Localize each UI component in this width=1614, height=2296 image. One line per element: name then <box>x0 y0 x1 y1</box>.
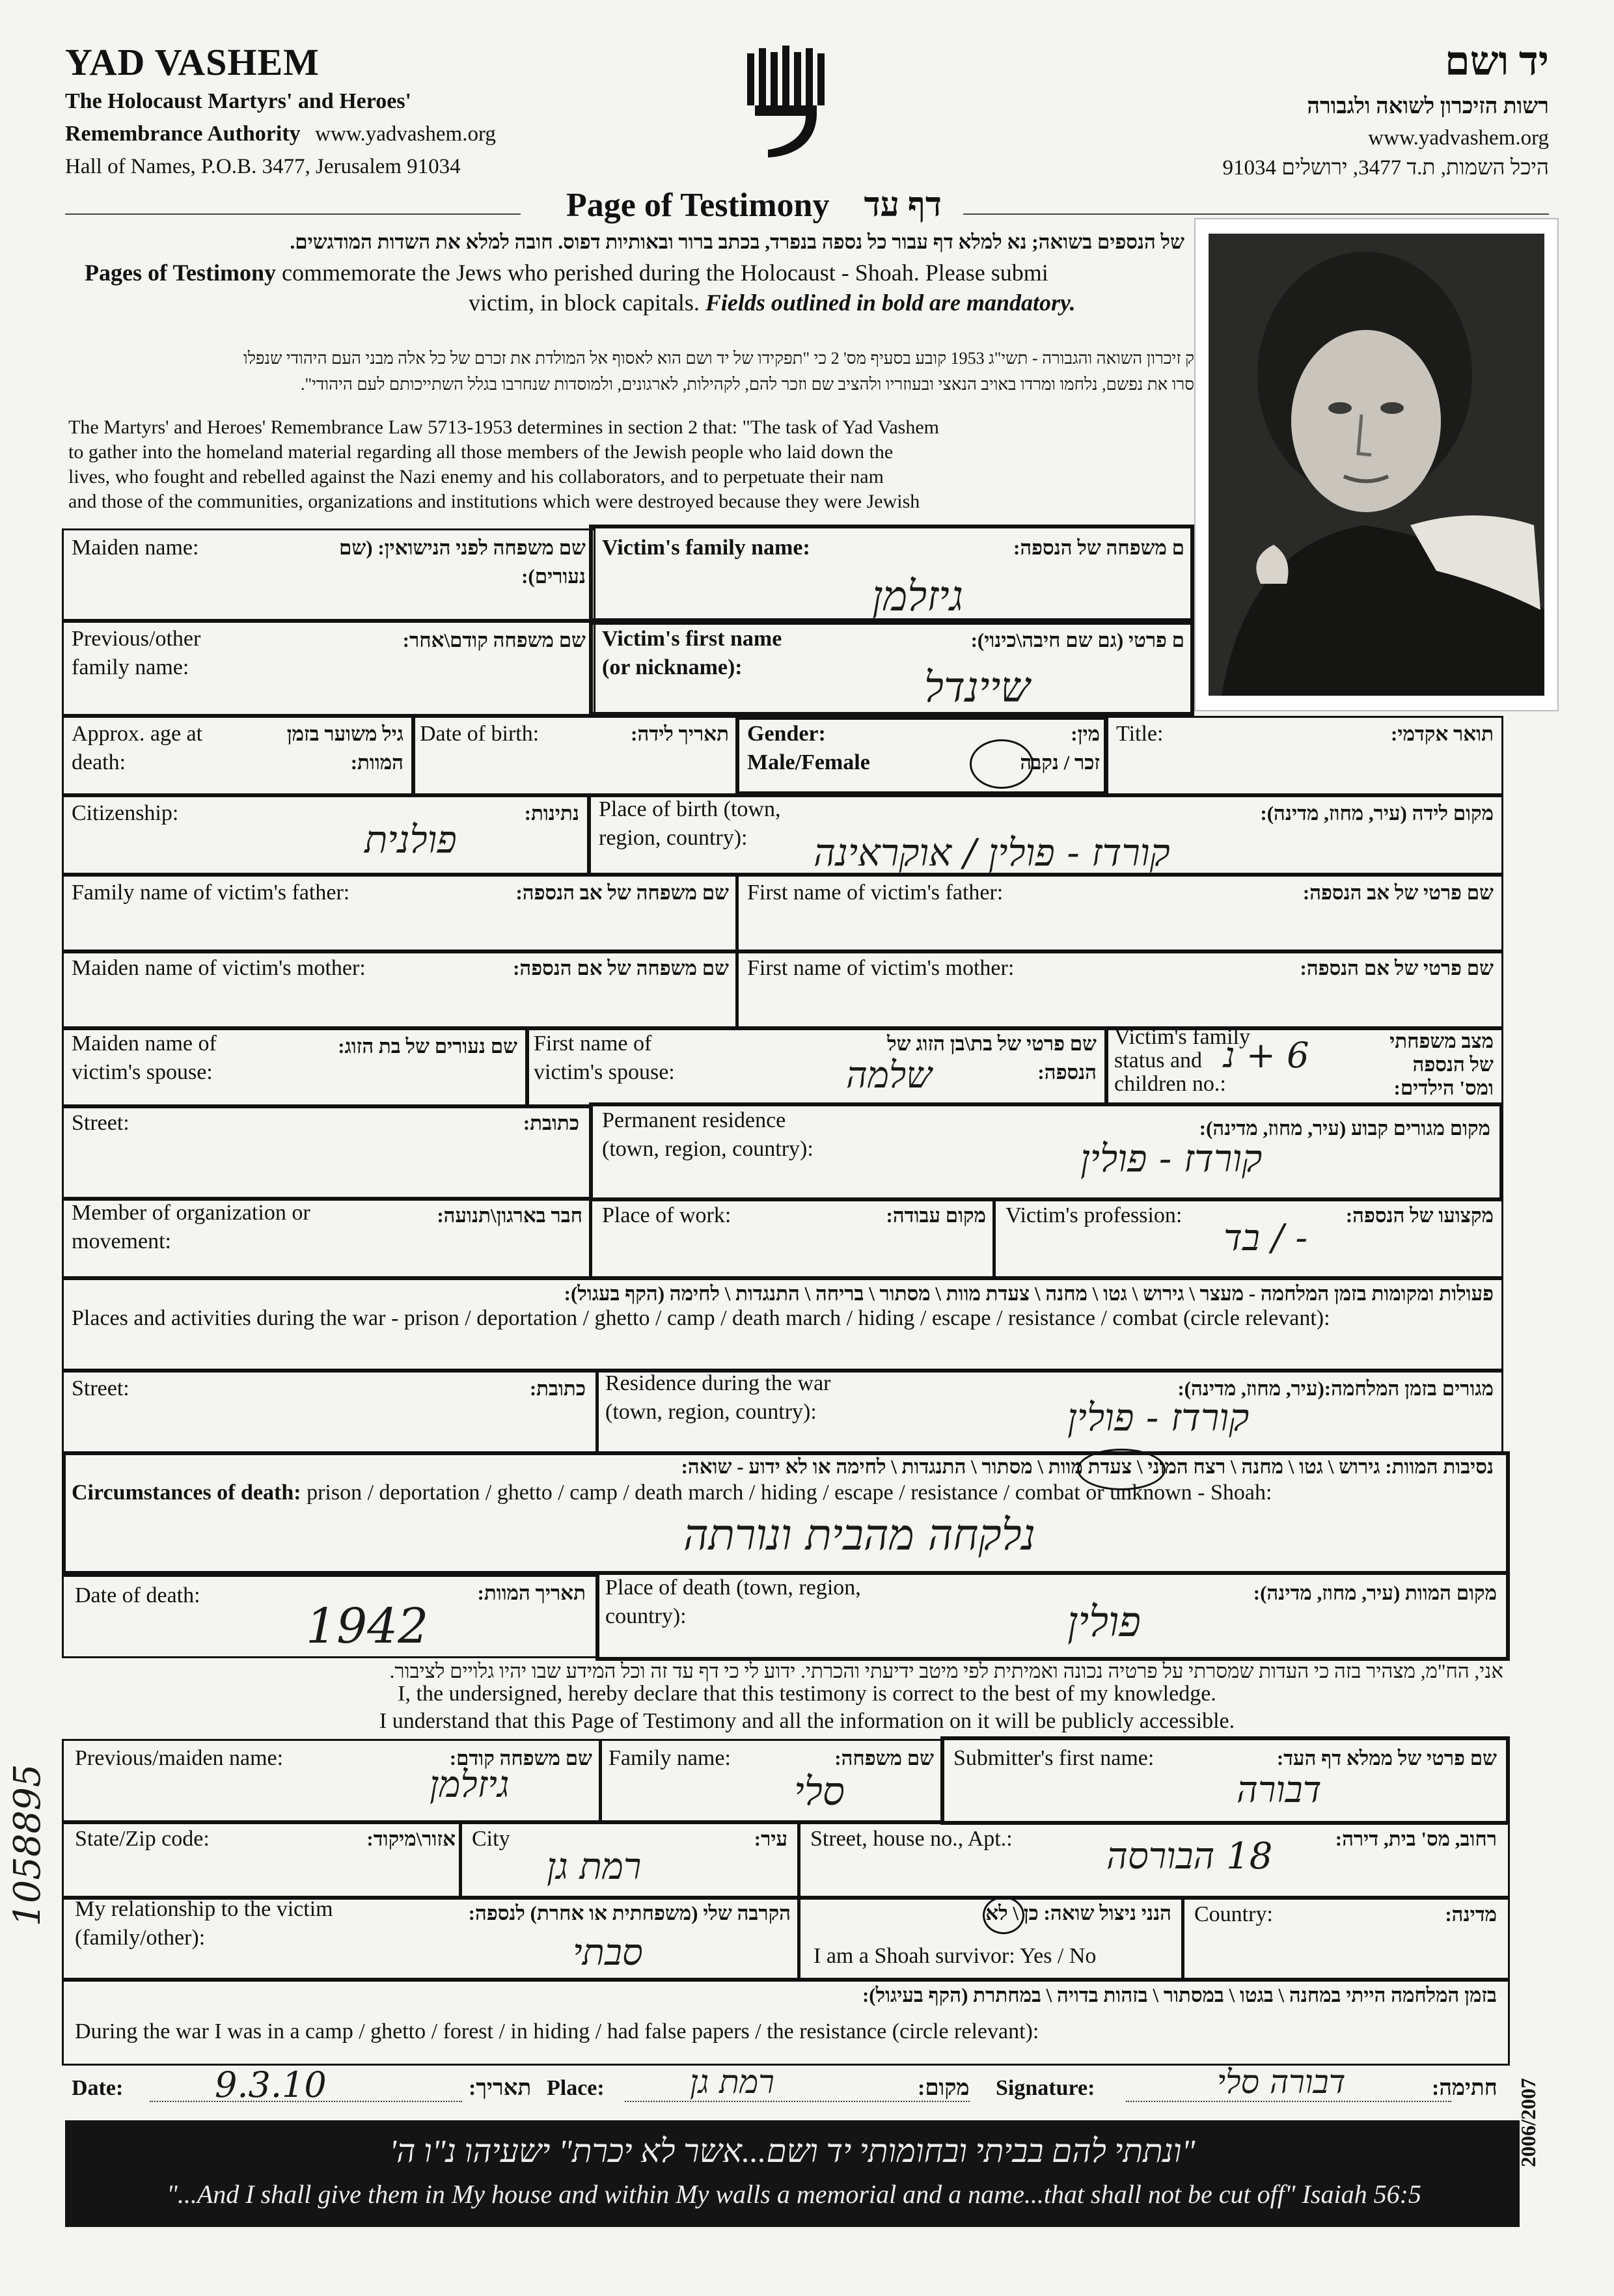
death-date-value: 1942 <box>306 1598 429 1654</box>
website-en: www.yadvashem.org <box>315 122 496 146</box>
submitter-first-label: Submitter's first name: <box>953 1746 1155 1770</box>
death-place-l1: Place of death (town, region, <box>605 1576 861 1600</box>
family-status-l3: children no.: <box>1114 1072 1226 1096</box>
title-label: Title: <box>1116 722 1164 746</box>
law-en-1: The Martyrs' and Heroes' Remembrance Law 5713-1953 determines in section 2 that: "The task of Yad Vashem <box>68 417 940 438</box>
spouse-first-l1: First name of <box>534 1032 652 1056</box>
submitter-prev-he: שם משפחה קודם: <box>449 1747 592 1770</box>
father-family-label: Family name of victim's father: <box>72 881 350 905</box>
first-name-l2: (or nickname): <box>602 655 743 679</box>
citizenship-value: פולנית <box>364 817 457 862</box>
relationship-label <box>75 1895 333 1952</box>
birthplace-value: קורדז - פולין / אוקראינה <box>814 830 1170 875</box>
footer-quote-he: "ונתתי להם בביתי ובחומותי יד ושם...אשר לא יכרת" ישעיהו נ"ו ה' <box>389 2133 1196 2169</box>
circumstances-value: נלקחה מהבית ונורתה <box>683 1510 1036 1560</box>
org-line-2-text: Remembrance Authority <box>65 122 301 146</box>
death-place-value: פולין <box>1067 1598 1141 1647</box>
age-he-1: גיל משוער בזמן <box>286 722 404 745</box>
birthplace-label <box>599 795 781 853</box>
family-status-l2: status and <box>1114 1048 1203 1073</box>
spouse-maiden-he: שם נעורים של בת הזוג: <box>338 1035 517 1058</box>
mass-murder-circle <box>1077 1449 1166 1490</box>
previous-name-l2: family name: <box>72 655 189 679</box>
family-status-value: 6 + נ <box>1224 1035 1309 1076</box>
org-line-he: רשות הזיכרון לשואה ולגבורה <box>1307 94 1549 118</box>
residence-l2: (town, region, country): <box>602 1137 814 1161</box>
dob-he: תאריך לידה: <box>631 722 729 745</box>
intro-en-1 <box>85 259 1197 286</box>
date-he: תאריך: <box>469 2076 532 2100</box>
spouse-maiden-l2: victim's spouse: <box>72 1060 213 1084</box>
citizenship-label: Citizenship: <box>72 801 179 825</box>
death-place-l2: country): <box>605 1604 687 1628</box>
sub-street-label: Street, house no., Apt.: <box>810 1827 1013 1851</box>
war-residence-he: מגורים בזמן המלחמה:(עיר, מחוז, מדינה): <box>1177 1377 1494 1400</box>
circumstances-he: נסיבות המוות: גירוש \ גטו \ מחנה \ רצח המוני \ צעדת מוות \ מסתור \ התנגדות \ לחימה או לא ידוע - שואה: <box>681 1455 1494 1478</box>
law-he-2: סרו את נפשם, נלחמו ומרדו באויב הנאצי ובעוזריו ולהציב שם וזכר להם, לקהילות, לארגונים, ולמוסדות שנחרבו בגלל השתייכותם לעם היהודי". <box>301 375 1194 394</box>
zip-label: State/Zip code: <box>75 1827 210 1851</box>
family-name-value: גיזלמן <box>872 573 963 621</box>
country-label: Country: <box>1194 1902 1273 1926</box>
spouse-first-label <box>534 1030 675 1087</box>
relationship-l1: My relationship to the victim <box>75 1897 333 1921</box>
address-en: Hall of Names, P.O.B. 3477, Jerusalem 91034 <box>65 155 461 178</box>
workplace-label: Place of work: <box>602 1203 732 1227</box>
death-date-he: תאריך המוות: <box>477 1581 586 1604</box>
organization-l1: Member of organization or <box>72 1201 310 1225</box>
first-name-label <box>602 625 782 682</box>
organization-he: חבר בארגון\תנועה: <box>437 1204 582 1227</box>
profession-he: מקצועו של הנספה: <box>1345 1204 1494 1227</box>
birthplace-l1: Place of birth (town, <box>599 797 781 821</box>
residence-he: מקום מגורים קבוע (עיר, מחוז, מדינה): <box>1199 1117 1490 1140</box>
war-residence-l1: Residence during the war <box>605 1371 831 1395</box>
spouse-maiden-l1: Maiden name of <box>72 1032 217 1056</box>
submitter-family-he: שם משפחה: <box>834 1747 934 1770</box>
gender-l1: Gender: <box>747 722 826 746</box>
org-line-2 <box>65 118 496 150</box>
spouse-first-he-2: הנספה: <box>1037 1061 1097 1084</box>
circumstances-rest: prison / deportation / ghetto / camp / death march / hiding / escape / resistance / combat or unknown - Shoah: <box>307 1481 1272 1505</box>
form-code: 2006/2007 <box>1516 2078 1540 2167</box>
during-war-en: During the war I was in a camp / ghetto / forest / in hiding / had false papers / the resistance (circle relevant): <box>75 2019 1039 2043</box>
father-first-label: First name of victim's father: <box>747 881 1004 905</box>
age-he-2: המוות: <box>350 751 404 774</box>
death-date-label: Date of death: <box>75 1583 200 1607</box>
death-place-he: מקום המוות (עיר, מחוז, מדינה): <box>1253 1581 1497 1604</box>
footer-banner <box>65 2120 1520 2227</box>
organization-l2: movement: <box>72 1229 171 1253</box>
maiden-name-label: Maiden name: <box>72 536 199 560</box>
declaration-he: אני, הח"מ, מצהיר בזה כי העדות שמסרתי על פרטיה נכונה ואמיתית לפי מיטב ידיעתי והכרתי. ידוע לי כי דף עד זה וכל המידע שבו יהיו גלויים לציבור. <box>389 1660 1503 1682</box>
street-he: כתובת: <box>523 1112 579 1134</box>
previous-name-label <box>72 625 200 682</box>
submitter-prev-value: גיזלמן <box>430 1764 510 1806</box>
death-place-label <box>605 1574 861 1631</box>
intro-bold: Pages of Testimony <box>85 260 277 286</box>
war-street-label: Street: <box>72 1376 130 1401</box>
intro-rest: commemorate the Jews who perished during the Holocaust - Shoah. Please submi <box>282 260 1048 286</box>
footer-quote-en: "...And I shall give them in My house and within My walls a memorial and a name...that shall not be cut off" Isaiah 56:5 <box>167 2180 1421 2209</box>
female-circle <box>970 739 1033 789</box>
date-value: 9.3.10 <box>215 2064 327 2105</box>
submitter-family-value: סלי <box>794 1769 845 1814</box>
circumstances-bold: Circumstances of death: <box>72 1481 301 1505</box>
portrait-image <box>1196 219 1557 710</box>
signature-he: חתימה: <box>1432 2076 1498 2100</box>
place-label: Place: <box>547 2076 605 2100</box>
declaration-en-2: I understand that this Page of Testimony and all the information on it will be publicly accessible. <box>379 1709 1235 1733</box>
war-residence-l2: (town, region, country): <box>605 1400 817 1424</box>
residence-label <box>602 1106 814 1164</box>
mother-maiden-he: שם משפחה של אם הנספה: <box>513 957 729 979</box>
margin-id-number: 1058895 <box>7 1764 49 1926</box>
declaration-en-1: I, the undersigned, hereby declare that this testimony is correct to the best of my knowledge. <box>398 1682 1216 1706</box>
relationship-l2: (family/other): <box>75 1926 206 1950</box>
spouse-maiden-label <box>72 1030 217 1087</box>
city-label: City <box>472 1827 510 1851</box>
place-value: רמת גן <box>690 2063 774 2101</box>
gender-he-2: זכר / נקבה <box>1020 751 1100 774</box>
street-label: Street: <box>72 1111 130 1135</box>
birthplace-l2: region, country): <box>599 826 748 850</box>
dob-label: Date of birth: <box>420 722 540 746</box>
gender-he-1: מין: <box>1071 722 1100 745</box>
law-he-1: ק זיכרון השואה והגבורה - תשי"ג 1953 קובע בסעיף מס' 2 כי "תפקידו של יד ושם הוא לאסוף אל המולדת את זכרם של כל אלה מבני העם היהודי שנפלו <box>243 349 1194 368</box>
law-en-2: to gather into the homeland material regarding all those members of the Jewish people who laid down the <box>68 441 894 463</box>
signature-row <box>72 2063 1503 2107</box>
website-he-side: www.yadvashem.org <box>1368 126 1549 150</box>
first-name-l1: Victim's first name <box>602 627 782 651</box>
mother-first-he: שם פרטי של אם הנספה: <box>1300 957 1494 979</box>
page-title-he: דף עד <box>864 187 942 224</box>
age-he <box>260 720 404 777</box>
intro-he: של הנספים בשואה; נא למלא דף עבור כל נספה בנפרד, בכתב ברור ובאותיות דפוס. חובה למלא את השדות המודגשים. <box>290 230 1184 253</box>
previous-name-he: שם משפחה קודם\אחר: <box>402 629 586 651</box>
survivor-yes-circle <box>983 1896 1024 1934</box>
father-family-he: שם משפחה של אב הנספה: <box>515 881 729 904</box>
spouse-first-l2: victim's spouse: <box>534 1060 675 1084</box>
zip-he: אזור\מיקוד: <box>366 1827 456 1850</box>
war-street-he: כתובת: <box>529 1377 586 1400</box>
submitter-first-he: שם פרטי של ממלא דף העד: <box>1276 1747 1497 1770</box>
family-name-he: ם משפחה של הנספה: <box>1013 536 1184 559</box>
city-value: רמת גן <box>547 1846 642 1888</box>
spouse-first-he-1: שם פרטי של בת\בן הזוג של <box>887 1032 1097 1055</box>
first-name-value: שיינדל <box>924 664 1030 712</box>
activities-he: פעולות ומקומות בזמן המלחמה - מעצר \ גירוש \ גטו \ מחנה \ צעדת מוות \ מסתור \ בריחה \ התנגדות \ לחימה (הקף בעגול): <box>564 1282 1494 1305</box>
place-he: מקום: <box>918 2076 970 2100</box>
date-label: Date: <box>72 2076 124 2100</box>
sub-street-value: 18 הבורסה <box>1106 1835 1273 1878</box>
family-status-he-2: של הנספה <box>1412 1053 1494 1076</box>
survivor-he: הנני ניצול שואה: כן \ לא <box>985 1902 1171 1924</box>
signature-label: Signature: <box>996 2076 1095 2100</box>
workplace-he: מקום עבודה: <box>886 1204 986 1227</box>
war-residence-value: קורדז - פולין <box>1067 1395 1250 1440</box>
sub-street-he: רחוב, מס' בית, דירה: <box>1335 1827 1497 1850</box>
gender-l2: Male/Female <box>747 750 870 774</box>
organization-label <box>72 1199 310 1256</box>
residence-l1: Permanent residence <box>602 1108 786 1132</box>
relationship-value: סבתי <box>573 1932 643 1974</box>
survivor-en: I am a Shoah survivor: Yes / No <box>814 1944 1097 1968</box>
mother-first-label: First name of victim's mother: <box>747 956 1015 980</box>
page-title <box>566 186 942 225</box>
intro-en-2 <box>469 289 1076 316</box>
spouse-first-value: שלמה <box>846 1054 932 1097</box>
law-en-4: and those of the communities, organizations and institutions which were destroyed because they were Jewish <box>68 491 920 512</box>
yad-vashem-logo <box>742 46 827 176</box>
age-l2: death: <box>72 750 126 774</box>
signature-value: דבורה סלי <box>1217 2063 1346 2101</box>
family-status-he-1: מצב משפחתי <box>1389 1030 1494 1052</box>
citizenship-he: נתינות: <box>524 802 579 825</box>
age-label <box>72 720 202 777</box>
profession-value: - / בד <box>1224 1217 1308 1259</box>
war-residence-label <box>605 1369 831 1427</box>
activities-en: Places and activities during the war - prison / deportation / ghetto / camp / death march / hiding / escape / resistance / combat (circle relevant): <box>72 1306 1330 1330</box>
submitter-family-label: Family name: <box>609 1746 731 1770</box>
during-war-he: בזמן המלחמה הייתי במחנה \ בגטו \ במסתור \ בזהות בדויה \ במחתרת (הקף בעיגול): <box>862 1984 1497 2006</box>
submitter-first-value: דבורה <box>1237 1769 1322 1811</box>
victim-photo <box>1194 218 1559 711</box>
org-name-he: יד ושם <box>1444 40 1549 84</box>
gender-label <box>747 720 870 777</box>
maiden-name-he: שם משפחה לפני הנישואין: (שם נעורים): <box>338 536 586 588</box>
city-he: עיר: <box>754 1827 787 1850</box>
country-he: מדינה: <box>1445 1903 1497 1926</box>
family-status-l1: Victim's family <box>1114 1025 1250 1049</box>
family-status-he-3: ומס' הילדים: <box>1393 1076 1494 1099</box>
first-name-he: ם פרטי (גם שם חיבה\כינוי): <box>970 629 1184 651</box>
intro-line2: victim, in block capitals. <box>469 290 700 316</box>
father-first-he: שם פרטי של אב הנספה: <box>1302 881 1494 904</box>
birthplace-he: מקום לידה (עיר, מחוז, מדינה): <box>1260 802 1494 825</box>
page-title-en: Page of Testimony <box>566 187 830 224</box>
family-status-he <box>1354 1030 1494 1100</box>
title-he: תואר אקדמי: <box>1391 722 1494 745</box>
age-l1: Approx. age at <box>72 722 203 746</box>
org-name-en: YAD VASHEM <box>65 41 320 83</box>
intro-mandatory: Fields outlined in bold are mandatory. <box>705 290 1076 316</box>
residence-value: קורדז - פולין <box>1080 1136 1263 1181</box>
mother-maiden-label: Maiden name of victim's mother: <box>72 956 366 980</box>
family-name-label: Victim's family name: <box>602 536 810 560</box>
submitter-prev-label: Previous/maiden name: <box>75 1746 284 1770</box>
previous-name-l1: Previous/other <box>72 627 201 651</box>
address-he: היכל השמות, ת.ד 3477, ירושלים 91034 <box>1222 156 1549 180</box>
relationship-he: הקרבה שלי (משפחתית או אחרת) לנספה: <box>468 1902 791 1924</box>
org-line-1: The Holocaust Martyrs' and Heroes' <box>65 89 411 113</box>
profession-label: Victim's profession: <box>1005 1203 1183 1227</box>
law-en-3: lives, who fought and rebelled against the Nazi enemy and his collaborators, and to perpetuate their nam <box>68 466 884 487</box>
